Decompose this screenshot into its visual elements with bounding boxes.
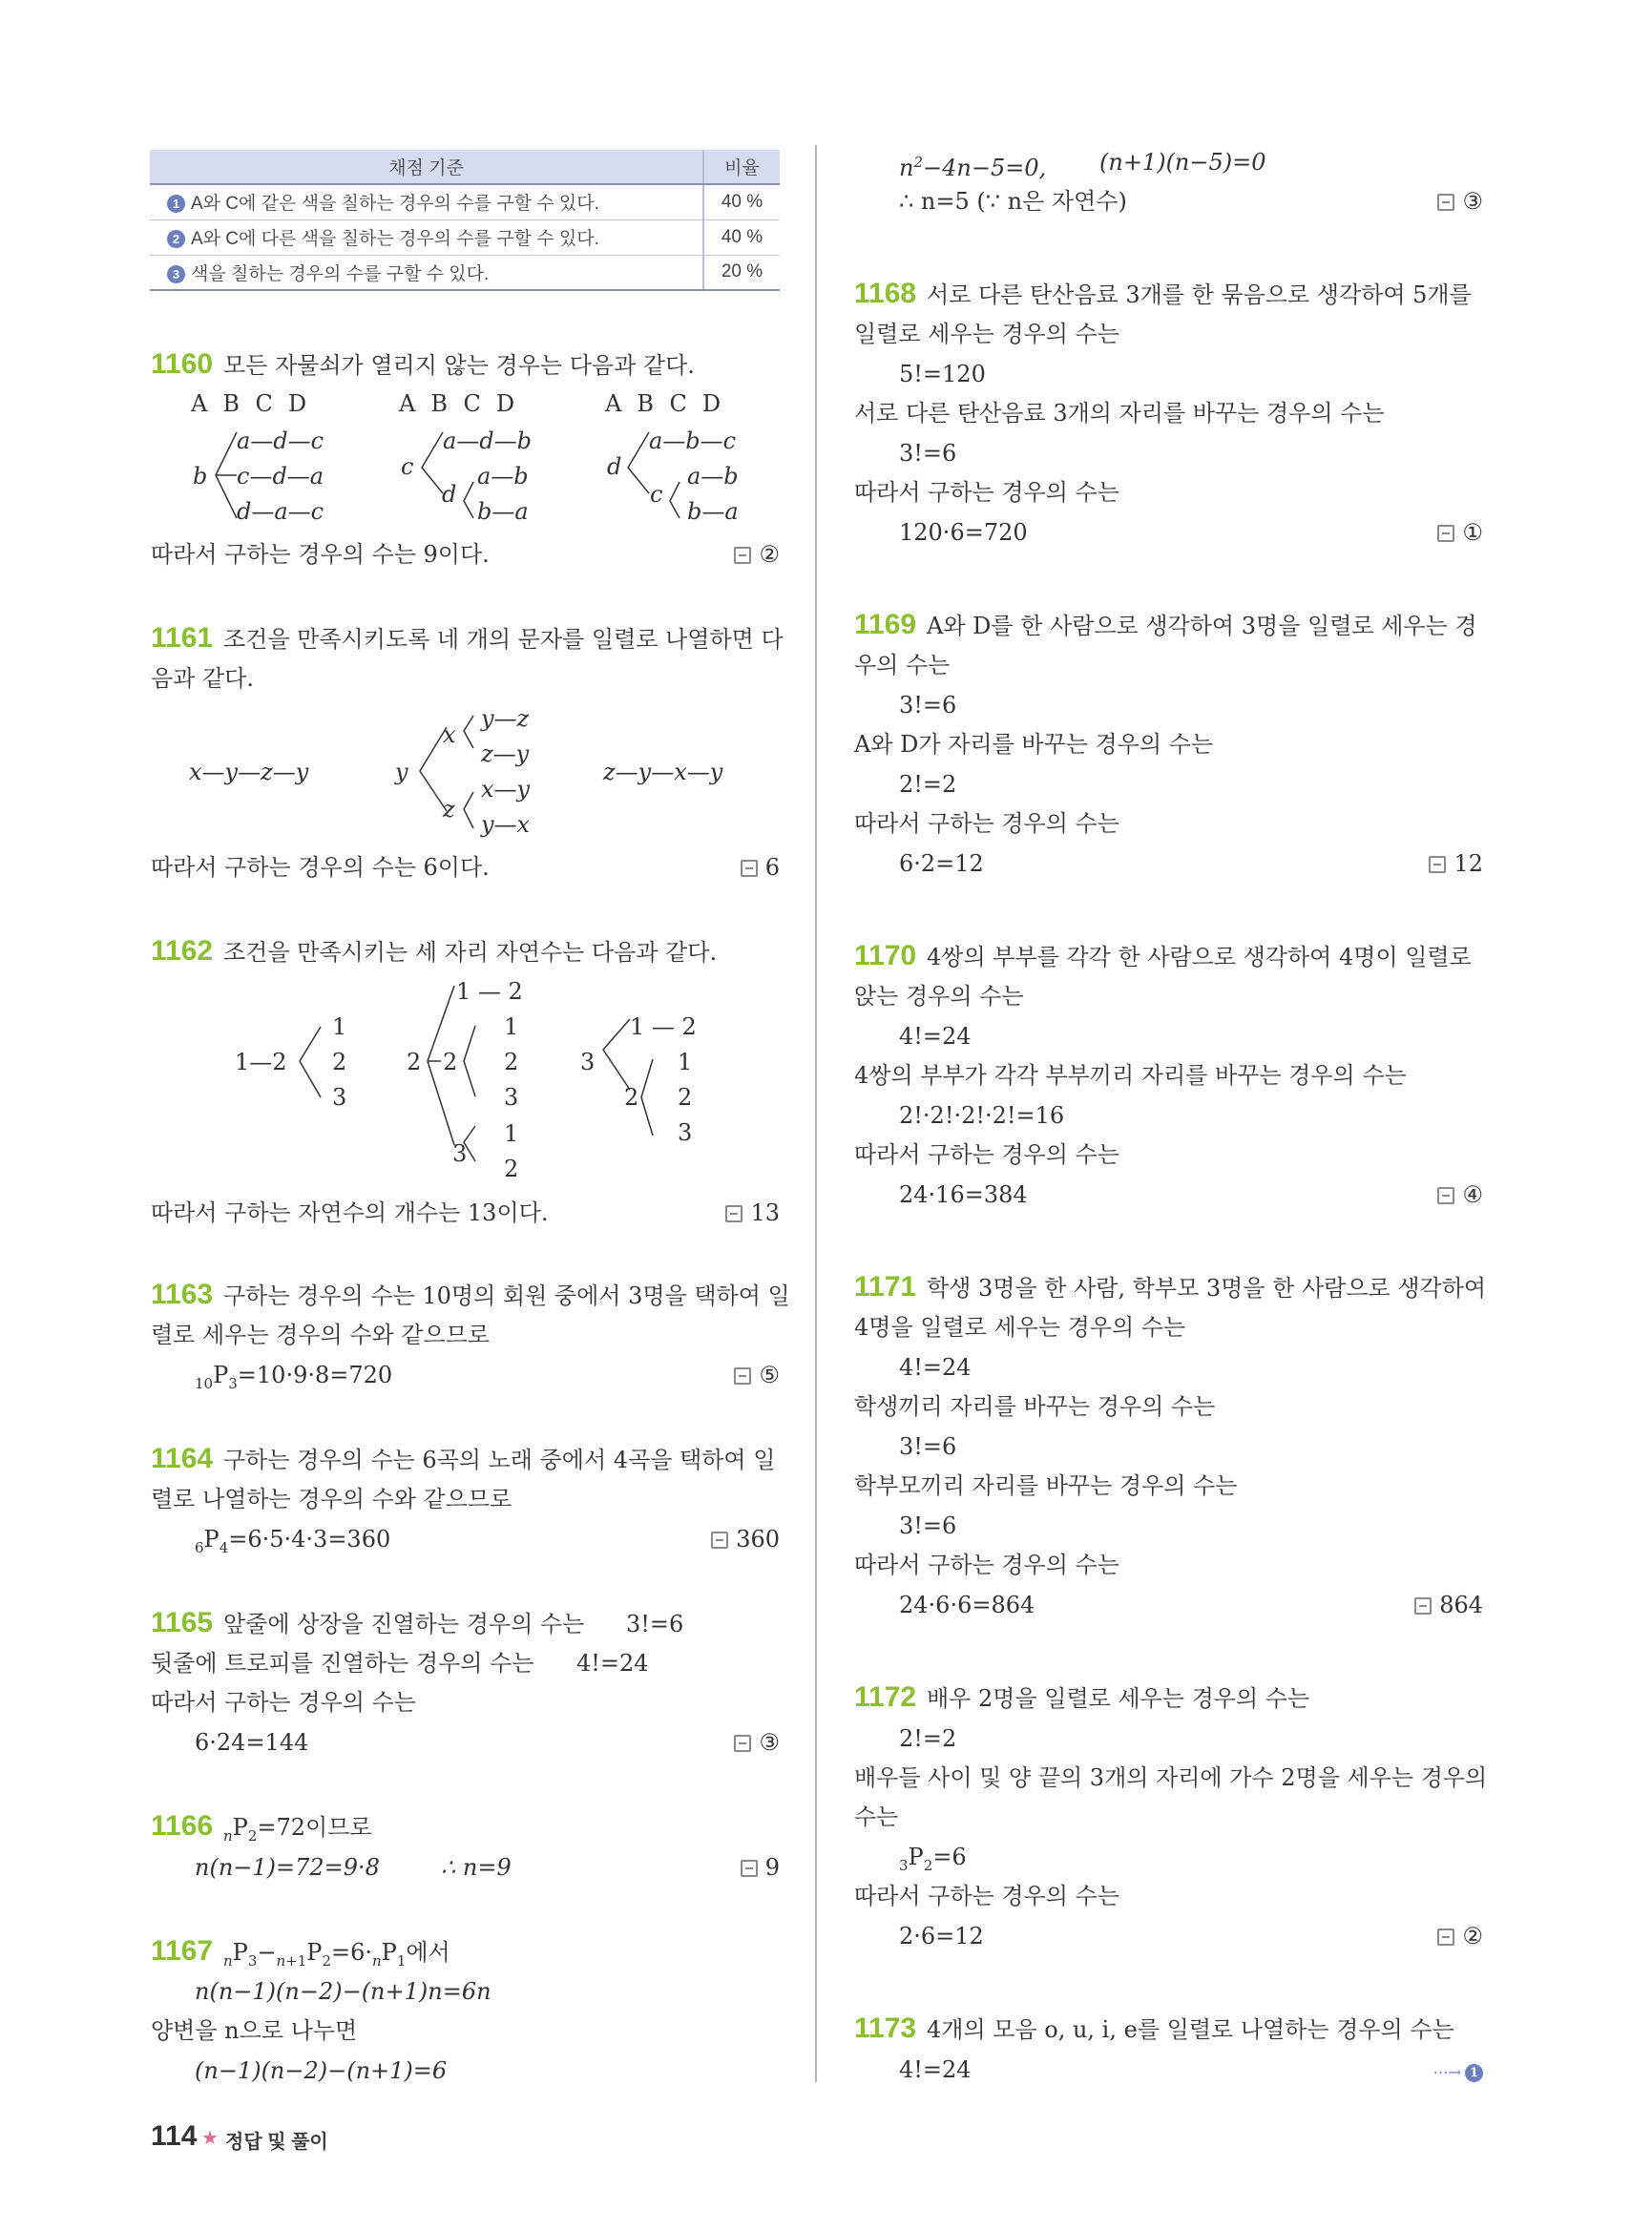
solution-text: 따라서 구하는 경우의 수는 9이다. (151, 541, 490, 568)
solution-text: 앉는 경우의 수는 (854, 983, 1024, 1010)
score-ratio: 20 % (703, 255, 780, 290)
answer-icon (741, 860, 758, 877)
step-marker: 1 (1465, 2064, 1483, 2082)
problem-number: 1173 (854, 2012, 917, 2044)
solution-text: $_nP_3-_{n+1}P_2=6\cdot_nP_1$에서 (223, 1939, 450, 1970)
formula: $_3P_2=6$ (899, 1844, 967, 1874)
step-reference (1433, 2055, 1483, 2087)
solution-text: 배우 2명을 일렬로 세우는 경우의 수는 (927, 1685, 1310, 1712)
tree-leaf: z—y (481, 740, 530, 767)
formula: 3!=6 (626, 1611, 684, 1637)
solution-text: 조건을 만족시키도록 네 개의 문자를 일렬로 나열하면 다 (223, 626, 784, 653)
solution-text: 따라서 구하는 경우의 수는 (854, 1141, 1119, 1168)
arrangement: x—y—z—y (189, 759, 309, 785)
solution-text: 서로 다른 탄산음료 3개의 자리를 바꾸는 경우의 수는 (854, 400, 1385, 427)
tree-leaf: d—a—c (237, 498, 324, 525)
problem-number: 1172 (854, 1681, 917, 1713)
problem-number: 1168 (854, 278, 917, 309)
solution-text: 따라서 구하는 자연수의 개수는 13이다. (151, 1199, 549, 1226)
tree-leaf: 2 (504, 1049, 519, 1075)
tree-leaf: 3 (332, 1084, 347, 1111)
formula: $_{10}P_3=10\cdot 9\cdot 8=720$ (195, 1362, 393, 1392)
solution-text: 양변을 n으로 나누면 (151, 2017, 358, 2044)
solution-text: 따라서 구하는 경우의 수는 6이다. (151, 854, 490, 881)
formula: 120·6=720 (899, 519, 1028, 546)
tree-root: 2 (407, 1049, 422, 1075)
problem-number: 1171 (854, 1271, 917, 1303)
formula: 2!·2!·2!·2!=16 (899, 1102, 1065, 1129)
tree-node: d (442, 481, 457, 508)
solution-text: 모든 자물쇠가 열리지 않는 경우는 다음과 같다. (223, 352, 695, 379)
problem-number: 1169 (854, 609, 917, 640)
answer-icon (734, 1735, 751, 1752)
solution-text: 4개의 모음 o, u, i, e를 일렬로 나열하는 경우의 수는 (927, 2016, 1454, 2043)
tree-root: d (607, 453, 622, 480)
solution-text: 수는 (854, 1804, 899, 1830)
answer: ② (734, 540, 780, 569)
formula: 2!=2 (899, 771, 957, 798)
solution-text: 학생 3명을 한 사람, 학부모 3명을 한 사람으로 생각하여 (927, 1275, 1487, 1302)
arrow-icon: ⋯→ (1432, 2063, 1461, 2081)
answer-icon (725, 1205, 742, 1222)
formula: $_6P_4=6\cdot 5\cdot 4\cdot 3=360$ (195, 1526, 391, 1556)
step-marker: 1 (167, 195, 185, 213)
formula: n(n−1)(n−2)−(n+1)n=6n (195, 1978, 491, 2005)
formula: 2!=2 (899, 1725, 957, 1752)
answer-icon (741, 1860, 758, 1877)
answer-icon (734, 1367, 751, 1385)
footer-label: 정답 및 풀이 (225, 2132, 328, 2153)
answer: 6 (741, 853, 780, 882)
tree-root: 1—2 (235, 1049, 287, 1075)
formula: ∴ n=5 (∵ n은 자연수) (899, 188, 1127, 215)
formula: $n^2-4n-5=0$, (899, 154, 1047, 181)
solution-text: 뒷줄에 트로피를 진열하는 경우의 수는 (151, 1650, 534, 1677)
tree-leaf: 2 (678, 1084, 693, 1111)
formula: 5!=120 (899, 361, 986, 387)
tree-leaf: c—d—a (237, 463, 324, 490)
problem-number: 1161 (151, 622, 214, 654)
answer-icon (711, 1532, 728, 1549)
tree-leaf: y—x (481, 811, 531, 838)
score-ratio: 40 % (703, 184, 780, 219)
answer-icon (1437, 194, 1454, 211)
formula: 3!=6 (899, 692, 957, 719)
solution-text: 서로 다른 탄산음료 3개를 한 묶음으로 생각하여 5개를 (927, 281, 1472, 308)
solution-text: 일렬로 세우는 경우의 수는 (854, 321, 1119, 347)
score-ratio: 40 % (703, 219, 780, 255)
solution-text: 4명을 일렬로 세우는 경우의 수는 (854, 1314, 1186, 1341)
solution-text: 음과 같다. (151, 665, 254, 692)
answer-icon (1437, 1187, 1454, 1204)
answer: 12 (1429, 849, 1483, 878)
solution-text: A와 D가 자리를 바꾸는 경우의 수는 (854, 731, 1214, 758)
formula: ∴ n=9 (441, 1854, 512, 1881)
formula: 6·24=144 (195, 1729, 309, 1756)
solution-text: A와 D를 한 사람으로 생각하여 3명을 일렬로 세우는 경 (927, 613, 1477, 639)
tree-leaf: 1 (504, 1120, 519, 1147)
solution-text: 렬로 세우는 경우의 수와 같으므로 (151, 1322, 491, 1348)
formula: (n−1)(n−2)−(n+1)=6 (195, 2057, 448, 2084)
arrangement: z—y—x—y (603, 759, 723, 785)
tree-node: z (443, 796, 455, 823)
tree-root: y (395, 759, 408, 785)
score-table-row (150, 255, 780, 290)
solution-text: 따라서 구하는 경우의 수는 (854, 1552, 1119, 1578)
answer: ③ (734, 1728, 780, 1757)
tree-leaf: 1 (504, 1013, 519, 1040)
formula: 4!=24 (899, 1023, 972, 1050)
problem-number: 1165 (151, 1607, 214, 1638)
formula: 3!=6 (899, 1433, 957, 1460)
solution-text: 우의 수는 (854, 652, 951, 678)
solution-text: 조건을 만족시키는 세 자리 자연수는 다음과 같다. (223, 939, 718, 966)
score-table-header-criteria: 채점 기준 (150, 150, 703, 184)
tree-node: c (650, 481, 663, 508)
problem-number: 1163 (151, 1279, 214, 1310)
score-table-row (150, 184, 780, 219)
tree-leaf: 2 (504, 1156, 519, 1182)
problem-number: 1170 (854, 940, 917, 971)
tree-root: 3 (580, 1049, 596, 1075)
solution-text: $_nP_2=72$이므로 (223, 1814, 372, 1845)
solution-text: 4쌍의 부부를 각각 한 사람으로 생각하여 4명이 일렬로 (927, 944, 1472, 970)
tree-leaf: a—b (687, 463, 739, 490)
answer-icon (1429, 856, 1446, 873)
page-number: 114 (151, 2120, 198, 2152)
solution-text: 렬로 나열하는 경우의 수와 같으므로 (151, 1486, 512, 1512)
tree-root: b (193, 463, 208, 490)
answer: ② (1437, 1922, 1483, 1950)
tree-leaf: b—a (477, 498, 529, 525)
tree-node: 3 (452, 1140, 468, 1167)
formula: 4!=24 (899, 2056, 972, 2083)
formula: 6·2=12 (899, 850, 984, 877)
answer-icon (734, 547, 751, 564)
tree-branch-lines (292, 1019, 330, 1115)
answer-icon (1437, 525, 1454, 542)
solution-text: 따라서 구하는 경우의 수는 (854, 810, 1119, 837)
solution-text: 배우들 사이 및 양 끝의 3개의 자리에 가수 2명을 세우는 경우의 (854, 1764, 1488, 1791)
solution-text: 4쌍의 부부가 각각 부부끼리 자리를 바꾸는 경우의 수는 (854, 1062, 1407, 1089)
answer: ① (1437, 518, 1483, 547)
answer: ⑤ (734, 1361, 780, 1389)
answer: 864 (1414, 1591, 1483, 1619)
formula: 4!=24 (899, 1354, 972, 1381)
tree-branch-lines (420, 978, 525, 1178)
tree-node: 2 (443, 1049, 458, 1075)
tree-leaf: a—d—c (237, 427, 324, 454)
problem-number: 1160 (151, 348, 214, 380)
tree-leaf: 3 (678, 1119, 693, 1146)
answer: ③ (1437, 187, 1483, 216)
tree-header: ABCD (191, 390, 323, 417)
tree-leaf: y—z (481, 705, 530, 732)
tree-leaf: 1 (332, 1013, 347, 1040)
tree-node: x (443, 721, 456, 748)
column-divider (815, 145, 817, 2082)
answer-icon (1414, 1597, 1432, 1615)
tree-leaf: a—d—b (443, 427, 533, 454)
tree-header: ABCD (399, 390, 531, 417)
tree-leaf: 2 (332, 1049, 347, 1075)
formula: 24·6·6=864 (899, 1592, 1035, 1618)
score-criterion: A와 C에 다른 색을 칠하는 경우의 수를 구할 수 있다. (191, 229, 599, 249)
tree-leaf: x—y (481, 776, 531, 803)
step-marker: 3 (167, 265, 185, 283)
formula: 2·6=12 (899, 1923, 984, 1950)
solution-text: 구하는 경우의 수는 6곡의 노래 중에서 4곡을 택하여 일 (223, 1447, 776, 1473)
solution-text: 학생끼리 자리를 바꾸는 경우의 수는 (854, 1393, 1216, 1420)
problem-number: 1166 (151, 1810, 214, 1842)
solution-text: 구하는 경우의 수는 10명의 회원 중에서 3명을 택하여 일 (223, 1282, 790, 1309)
star-icon: ★ (201, 2126, 219, 2149)
tree-leaf: a—b (477, 463, 529, 490)
answer: ④ (1437, 1180, 1483, 1209)
solution-text: 학부모끼리 자리를 바꾸는 경우의 수는 (854, 1472, 1238, 1499)
formula: 3!=6 (899, 1512, 957, 1539)
tree-node: 2 (624, 1084, 639, 1111)
answer: 13 (725, 1199, 780, 1227)
score-table (150, 150, 780, 291)
formula: 4!=24 (576, 1650, 649, 1677)
answer-icon (1437, 1929, 1454, 1946)
tree-leaf: a—b—c (649, 427, 737, 454)
score-criterion: A와 C에 같은 색을 칠하는 경우의 수를 구할 수 있다. (191, 194, 599, 215)
solution-text: 따라서 구하는 경우의 수는 (854, 1883, 1119, 1909)
tree-leaf: 1 — 2 (456, 978, 523, 1005)
step-marker: 2 (167, 230, 185, 248)
problem-number: 1167 (151, 1935, 214, 1967)
answer: 9 (741, 1853, 780, 1882)
tree-branch-lines (210, 425, 239, 530)
tree-leaf: 1 — 2 (630, 1013, 697, 1040)
problem-number: 1164 (151, 1443, 214, 1474)
problem-number: 1162 (151, 935, 214, 967)
tree-leaf: b—a (687, 498, 739, 525)
tree-header: ABCD (605, 390, 737, 417)
formula: 3!=6 (899, 440, 957, 467)
score-criterion: 색을 칠하는 경우의 수를 구할 수 있다. (191, 263, 490, 284)
tree-leaf: 3 (504, 1084, 519, 1111)
solution-text: 앞줄에 상장을 진열하는 경우의 수는 (223, 1611, 585, 1637)
formula: n(n−1)=72=9·8 (195, 1854, 380, 1881)
answer: 360 (711, 1525, 780, 1553)
score-table-row (150, 219, 780, 255)
formula: (n+1)(n−5)=0 (1099, 149, 1266, 176)
tree-leaf: 1 (678, 1049, 693, 1075)
tree-root: c (401, 453, 414, 480)
solution-text: 따라서 구하는 경우의 수는 (151, 1689, 416, 1716)
score-table-header-ratio: 비율 (703, 150, 780, 184)
solution-text: 따라서 구하는 경우의 수는 (854, 479, 1119, 506)
formula: 24·16=384 (899, 1181, 1028, 1208)
